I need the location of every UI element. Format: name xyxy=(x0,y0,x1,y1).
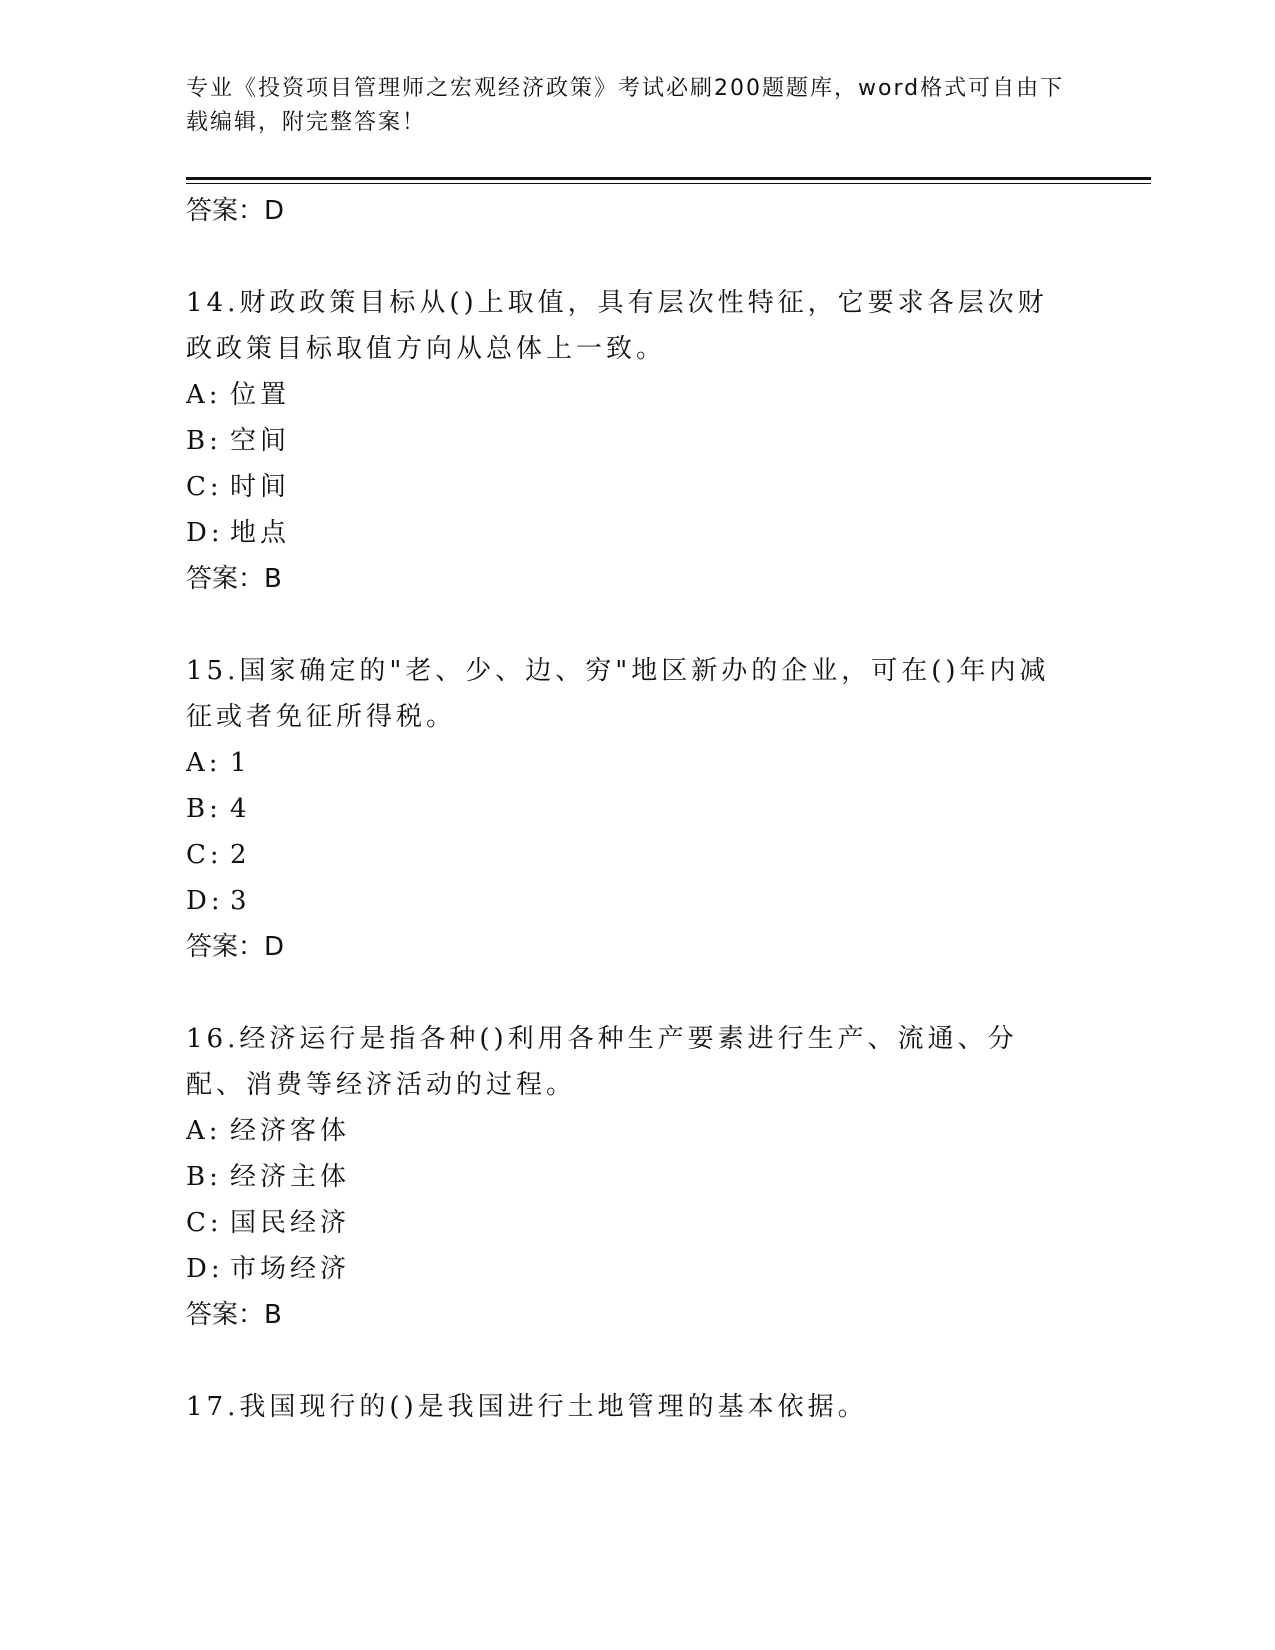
option-c xyxy=(186,832,1086,878)
question-text: 14.财政政策目标从()上取值，具有层次性特征，它要求各层次财政政策目标取值方向从总体上一致。 xyxy=(186,288,1048,364)
question-list xyxy=(186,188,1086,1430)
option-label: C: xyxy=(186,840,223,870)
option-label: D: xyxy=(186,1254,224,1284)
option-label: A: xyxy=(186,1116,222,1146)
document-header: 专业《投资项目管理师之宏观经济政策》考试必刷200题题库，word格式可自由下载编辑，附完整答案！ xyxy=(186,76,1065,135)
option-a xyxy=(186,1108,1086,1154)
option-label: A: xyxy=(186,748,222,778)
answer-line: 答案：B xyxy=(186,564,282,594)
question-text: 15.国家确定的"老、少、边、穷"地区新办的企业，可在()年内减征或者免征所得税。 xyxy=(186,656,1050,732)
option-label: A: xyxy=(186,380,222,410)
option-text: 空间 xyxy=(230,426,291,456)
answer-line: 答案：D xyxy=(186,196,285,226)
option-text: 3 xyxy=(230,886,251,916)
option-text: 位置 xyxy=(230,380,291,410)
option-a xyxy=(186,740,1086,786)
option-text: 经济主体 xyxy=(230,1162,351,1192)
option-d xyxy=(186,878,1086,924)
answer-line: 答案：B xyxy=(186,1300,282,1330)
option-b xyxy=(186,418,1086,464)
option-text: 4 xyxy=(230,794,251,824)
option-d xyxy=(186,510,1086,556)
option-label: C: xyxy=(186,472,223,502)
option-text: 市场经济 xyxy=(230,1254,351,1284)
option-label: B: xyxy=(186,794,222,824)
option-b xyxy=(186,1154,1086,1200)
option-label: B: xyxy=(186,1162,222,1192)
question-15 xyxy=(186,648,1086,970)
question-14 xyxy=(186,280,1086,602)
header-rule-thin xyxy=(186,183,1151,184)
question-17 xyxy=(186,1384,1086,1430)
header-rule-thick xyxy=(186,177,1151,180)
question-text: 16.经济运行是指各种()利用各种生产要素进行生产、流通、分配、消费等经济活动的过程。 xyxy=(186,1024,1018,1100)
option-c xyxy=(186,1200,1086,1246)
option-text: 1 xyxy=(230,748,251,778)
answer-line: 答案：D xyxy=(186,932,285,962)
option-text: 2 xyxy=(230,840,251,870)
question-text: 17.我国现行的()是我国进行土地管理的基本依据。 xyxy=(186,1392,868,1422)
question-16 xyxy=(186,1016,1086,1338)
option-label: C: xyxy=(186,1208,223,1238)
option-text: 时间 xyxy=(230,472,291,502)
option-b xyxy=(186,786,1086,832)
option-label: B: xyxy=(186,426,222,456)
option-label: D: xyxy=(186,518,224,548)
option-text: 地点 xyxy=(230,518,291,548)
option-c xyxy=(186,464,1086,510)
option-a xyxy=(186,372,1086,418)
option-text: 国民经济 xyxy=(230,1208,351,1238)
option-d xyxy=(186,1246,1086,1292)
option-label: D: xyxy=(186,886,224,916)
option-text: 经济客体 xyxy=(230,1116,351,1146)
